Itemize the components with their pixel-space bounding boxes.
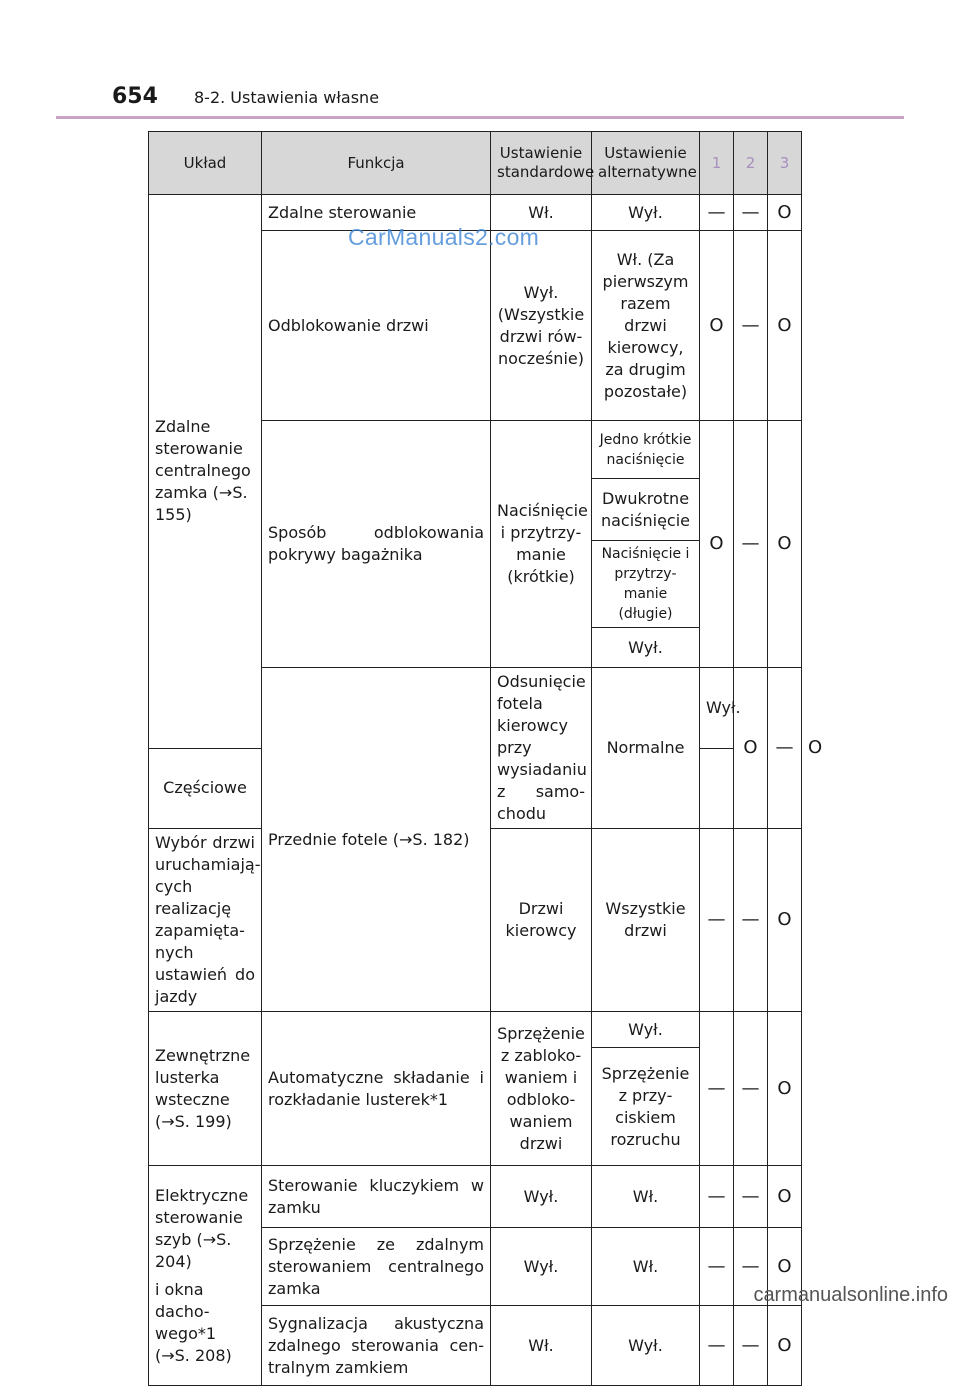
mark-2: — bbox=[734, 829, 768, 1012]
default-cell: Wł. bbox=[491, 195, 592, 231]
alternative-cell: Wszystkie drzwi bbox=[592, 829, 700, 1012]
default-cell: Wył. (Wszystkie drzwi równocześnie) bbox=[491, 231, 592, 421]
alternative-cell: Dwukrotne naciśnięcie bbox=[592, 479, 700, 541]
alternative-cell: Częściowe bbox=[149, 748, 262, 829]
mark-3: O bbox=[768, 1166, 802, 1228]
mark-3: O bbox=[768, 1306, 802, 1386]
default-cell: Normalne bbox=[592, 668, 700, 829]
header-function: Funkcja bbox=[262, 132, 491, 195]
default-cell: Wył. bbox=[491, 1166, 592, 1228]
mark-2: — bbox=[734, 1306, 768, 1386]
mark-3: O bbox=[768, 1228, 802, 1306]
mark-3: O bbox=[768, 421, 802, 668]
alternative-cell: Jedno krótkie naciśnięcie bbox=[592, 421, 700, 479]
settings-table bbox=[148, 131, 823, 1386]
mark-3: O bbox=[768, 231, 802, 421]
alternative-cell: Wył. bbox=[592, 628, 700, 668]
mark-2: — bbox=[734, 1228, 768, 1306]
mark-2: — bbox=[734, 231, 768, 421]
mark-1: O bbox=[734, 668, 768, 829]
mark-3: O bbox=[768, 195, 802, 231]
alternative-cell: Sprzężenie z przyciskiem rozruchu bbox=[592, 1048, 700, 1166]
footer-watermark: carmanualsonline.info bbox=[753, 1284, 948, 1306]
mark-1: — bbox=[700, 1166, 734, 1228]
table-header-row bbox=[149, 132, 802, 195]
mark-1: O bbox=[700, 421, 734, 668]
table-row: Przednie fotele (→S. 182) Odsunięcie fotela kierowcy przy wysiadaniu z samochodu Normalne Wył. O — O bbox=[149, 668, 802, 749]
table-row bbox=[149, 1166, 802, 1228]
header-alternative: Ustawienie alternatywne bbox=[592, 132, 700, 195]
header-default: Ustawienie standardowe bbox=[491, 132, 592, 195]
default-cell: Sprzężenie z zablokowaniem i odblokowaniem drzwi bbox=[491, 1012, 592, 1166]
alternative-cell: Wł. (Za pierwszym razem drzwi kierowcy, za drugim pozostałe) bbox=[592, 231, 700, 421]
default-cell: Wł. bbox=[491, 1306, 592, 1386]
function-cell: Odblokowanie drzwi bbox=[262, 231, 491, 421]
watermark-text: CarManuals2.com bbox=[348, 224, 540, 250]
function-cell: Sygnalizacja akustyczna zdalnego sterowania centralnym zamkiem bbox=[262, 1306, 491, 1386]
default-cell: Drzwi kierowcy bbox=[491, 829, 592, 1012]
mark-2: — bbox=[768, 668, 802, 829]
group-sunroof-label: i okna dachowego*1 (→S. 208) bbox=[155, 1279, 232, 1365]
function-cell: Sprzężenie ze zdalnym sterowaniem centralnego zamka bbox=[262, 1228, 491, 1306]
header-circle-1: 1 bbox=[700, 132, 734, 195]
mark-2: — bbox=[734, 1012, 768, 1166]
header-circle-3: 3 bbox=[768, 132, 802, 195]
alternative-cell: Wył. bbox=[592, 1012, 700, 1048]
section-title: 8-2. Ustawienia własne bbox=[194, 88, 380, 107]
page-header bbox=[112, 84, 902, 114]
header-circle-2: 2 bbox=[734, 132, 768, 195]
mark-2: — bbox=[734, 1166, 768, 1228]
mark-1: — bbox=[700, 195, 734, 231]
function-cell: Sterowanie kluczykiem w zamku bbox=[262, 1166, 491, 1228]
alternative-cell: Wł. bbox=[592, 1228, 700, 1306]
function-cell: Automatyczne składanie i rozkładanie lusterek*1 bbox=[262, 1012, 491, 1166]
group-power-windows-label: Elektryczne sterowanie szyb (→S. 204) bbox=[155, 1185, 249, 1271]
page-number: 654 bbox=[112, 84, 158, 109]
group-power-windows bbox=[149, 1166, 262, 1386]
mark-1: — bbox=[700, 1012, 734, 1166]
mark-1: — bbox=[700, 1306, 734, 1386]
default-cell: Wył. bbox=[491, 1228, 592, 1306]
function-cell: Zdalne sterowanie bbox=[262, 195, 491, 231]
function-cell: Odsunięcie fotela kierowcy przy wysiadaniu z samochodu bbox=[491, 668, 592, 829]
mark-2: — bbox=[734, 421, 768, 668]
mark-1: O bbox=[700, 231, 734, 421]
group-exterior-mirrors: Zewnętrzne lusterka wsteczne (→S. 199) bbox=[149, 1012, 262, 1166]
group-remote-locking: Zdalne sterowanie centralnego zamka (→S. 155) bbox=[149, 195, 262, 749]
mark-1: — bbox=[700, 1228, 734, 1306]
mark-2: — bbox=[734, 195, 768, 231]
alternative-cell: Wł. bbox=[592, 1166, 700, 1228]
header-divider bbox=[56, 116, 904, 119]
alternative-cell: Naciśnięcie i przytrzymanie (długie) bbox=[592, 541, 700, 628]
function-cell: Wybór drzwi uruchamiających realizację zapamiętanych ustawień do jazdy bbox=[149, 829, 262, 1012]
mark-3: O bbox=[768, 1012, 802, 1166]
default-cell: Naciśnięcie i przytrzymanie (krótkie) bbox=[491, 421, 592, 668]
mark-3: O bbox=[768, 829, 802, 1012]
alternative-cell: Wył. bbox=[592, 1306, 700, 1386]
header-layout: Układ bbox=[149, 132, 262, 195]
alternative-cell: Wył. bbox=[592, 195, 700, 231]
table-row bbox=[149, 1012, 802, 1048]
mark-1: — bbox=[700, 829, 734, 1012]
group-front-seats: Przednie fotele (→S. 182) bbox=[262, 668, 491, 1012]
alternative-cell: Wył. bbox=[700, 668, 734, 749]
function-cell: Sposób odblokowania pokrywy bagażnika bbox=[262, 421, 491, 668]
